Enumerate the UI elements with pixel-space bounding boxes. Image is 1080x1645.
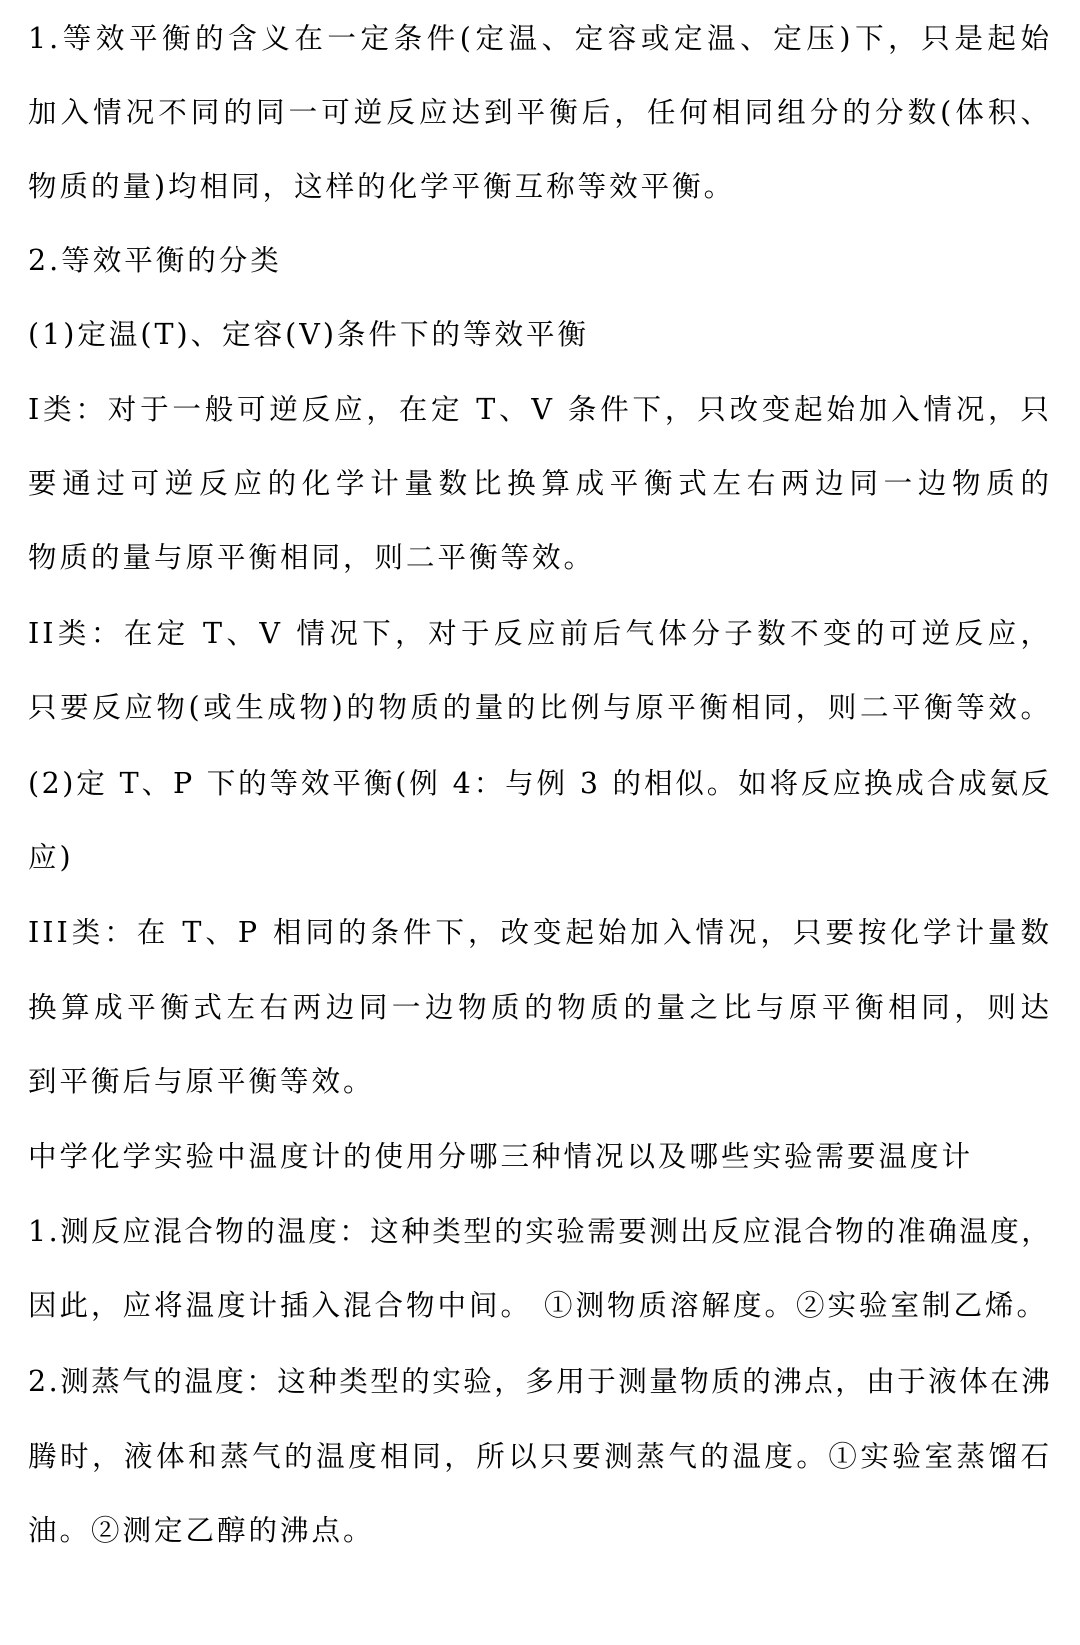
- text-line: III类：在 T、P 相同的条件下，改变起始加入情况，只要按化学计量数: [28, 916, 1052, 949]
- text-line: 1.测反应混合物的温度：这种类型的实验需要测出反应混合物的准确温度，: [28, 1215, 1053, 1248]
- text-line: 到平衡后与原平衡等效。: [28, 1065, 375, 1098]
- text-line: 物质的量)均相同，这样的化学平衡互称等效平衡。: [28, 170, 736, 203]
- text-line: I类：对于一般可逆反应，在定 T、V 条件下，只改变起始加入情况，只: [28, 393, 1052, 426]
- text-line: 2.等效平衡的分类: [28, 244, 282, 277]
- text-line: 1.等效平衡的含义在一定条件(定温、定容或定温、定压)下，只是起始: [28, 22, 1052, 55]
- text-line: 加入情况不同的同一可逆反应达到平衡后，任何相同组分的分数(体积、: [28, 96, 1052, 129]
- text-line: (2)定 T、P 下的等效平衡(例 4：与例 3 的相似。如将反应换成合成氨反: [28, 767, 1052, 800]
- text-line: 物质的量与原平衡相同，则二平衡等效。: [28, 541, 596, 574]
- text-line: II类：在定 T、V 情况下，对于反应前后气体分子数不变的可逆反应，: [28, 617, 1052, 650]
- text-line: 2.测蒸气的温度：这种类型的实验，多用于测量物质的沸点，由于液体在沸: [28, 1365, 1053, 1398]
- text-line: 中学化学实验中温度计的使用分哪三种情况以及哪些实验需要温度计: [28, 1140, 974, 1173]
- text-line: (1)定温(T)、定容(V)条件下的等效平衡: [28, 318, 589, 351]
- text-line: 换算成平衡式左右两边同一边物质的物质的量之比与原平衡相同，则达: [28, 991, 1052, 1024]
- text-line: 油。②测定乙醇的沸点。: [28, 1514, 375, 1547]
- text-line: 腾时，液体和蒸气的温度相同，所以只要测蒸气的温度。①实验室蒸馏石: [28, 1440, 1052, 1473]
- text-line: 应): [28, 841, 74, 874]
- text-line: 要通过可逆反应的化学计量数比换算成平衡式左右两边同一边物质的: [28, 467, 1052, 500]
- text-line: 因此，应将温度计插入混合物中间。 ①测物质溶解度。②实验室制乙烯。: [28, 1289, 1049, 1322]
- text-line: 只要反应物(或生成物)的物质的量的比例与原平衡相同，则二平衡等效。: [28, 691, 1052, 724]
